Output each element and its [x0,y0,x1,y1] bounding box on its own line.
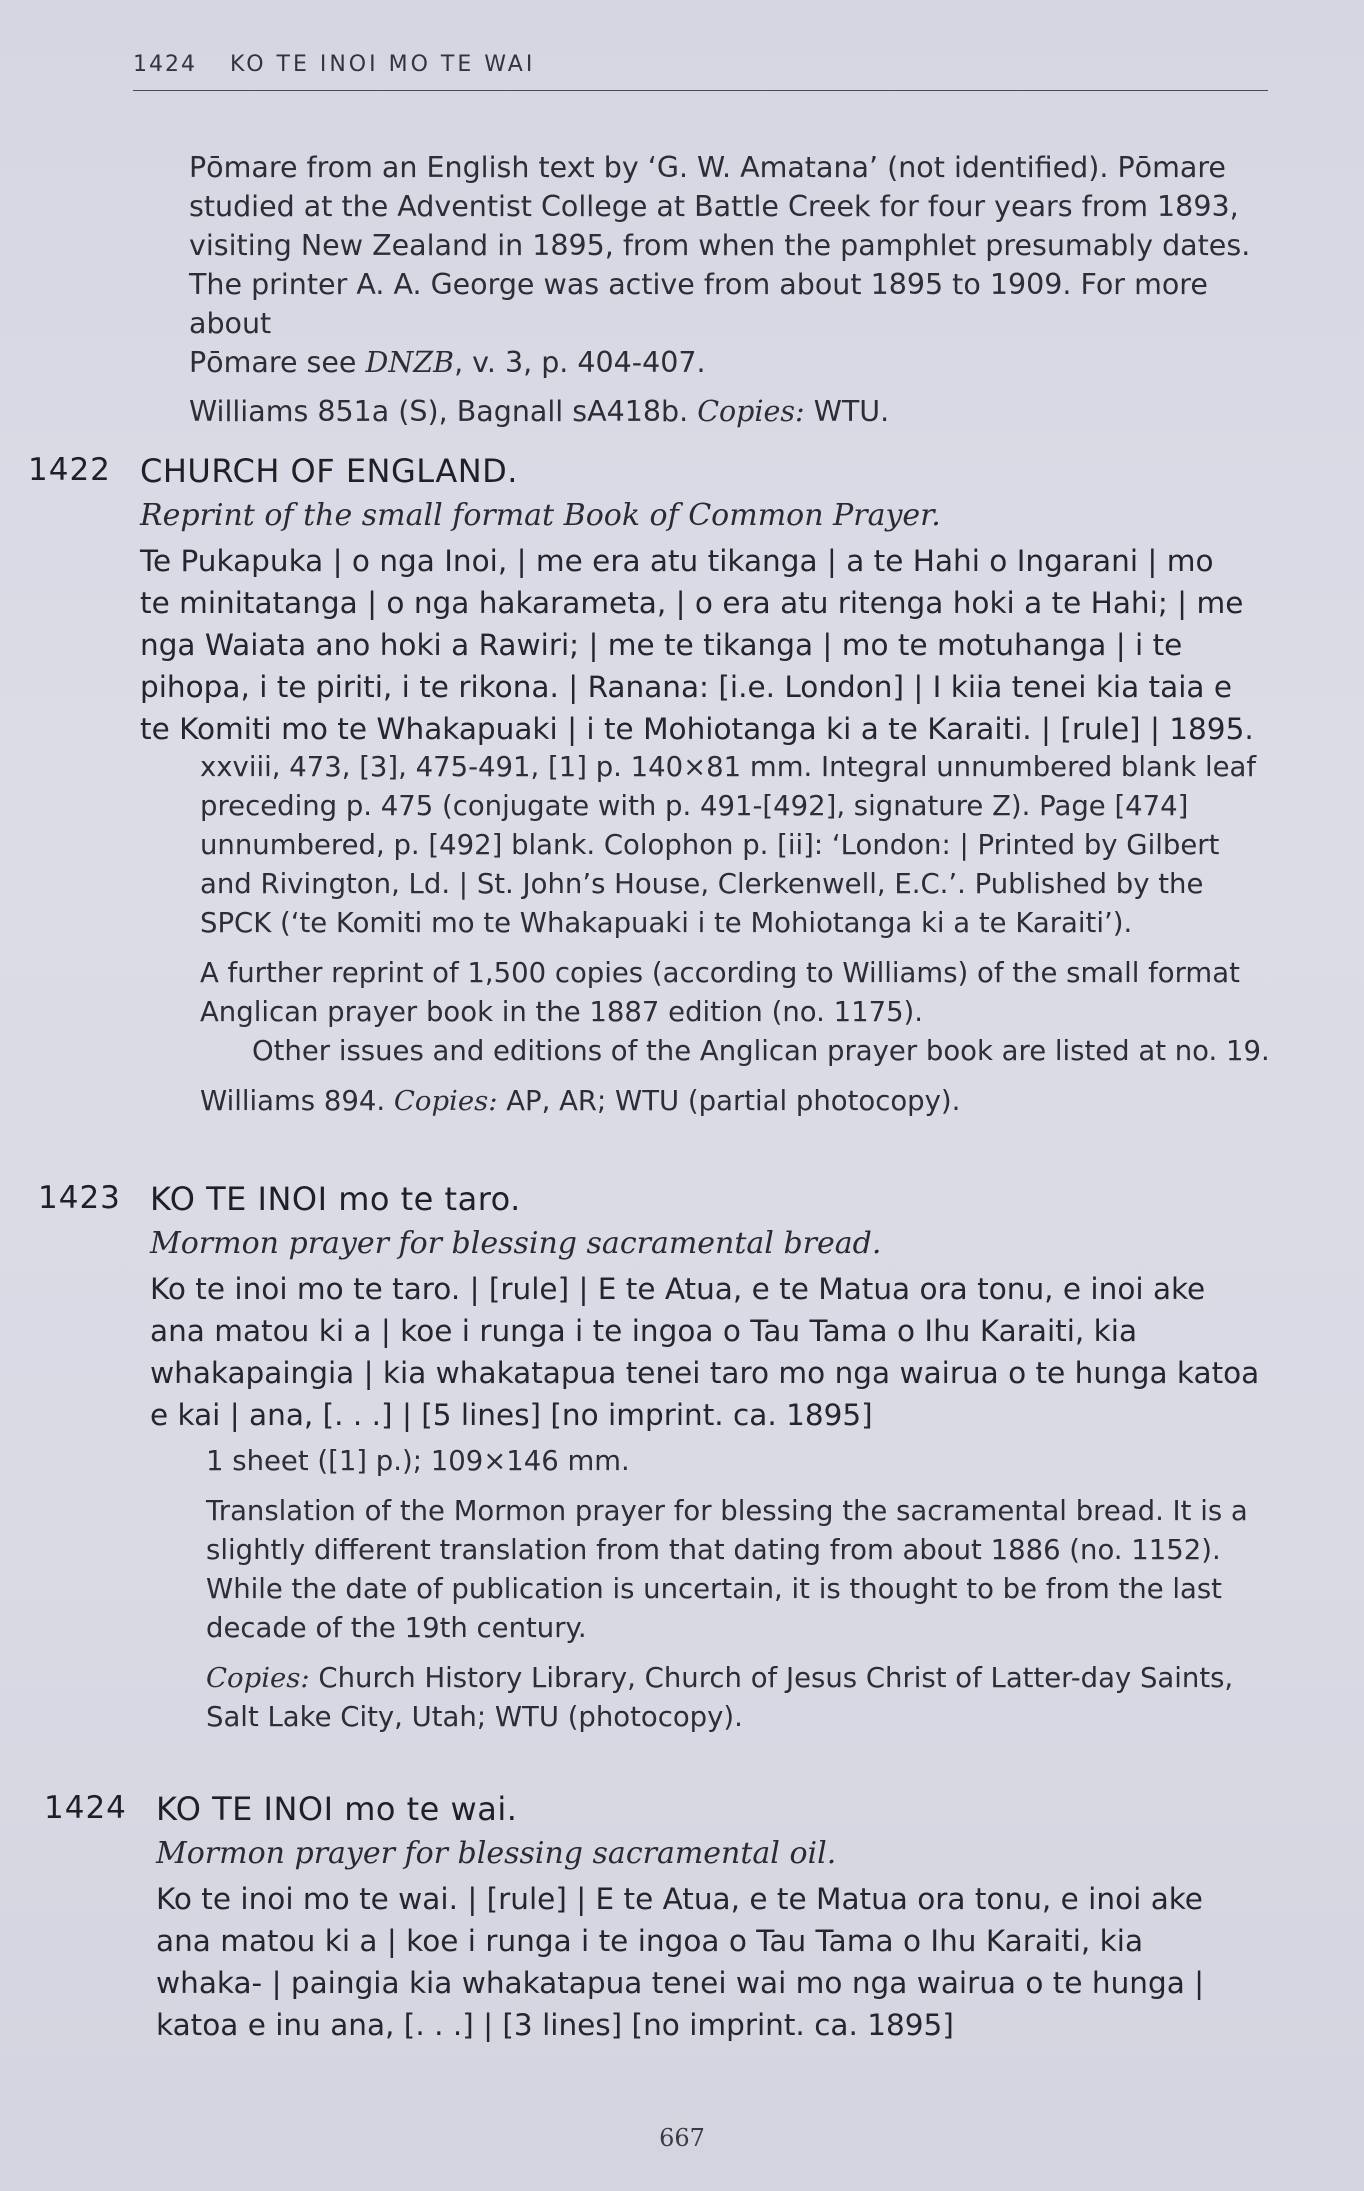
text-line: Translation of the Mormon prayer for blessing the sacramental bread. It is a [206,1495,1248,1527]
copies-line: Copies: Church History Library, Church of Jesus Christ of Latter-day Saints, [206,1662,1234,1694]
text-line: te minitatanga | o nga hakarameta, | o era atu ritenga hoki a te Hahi; | me [140,586,1244,620]
entry-description: Mormon prayer for blessing sacramental oil. [156,1836,837,1871]
entry-notes [200,748,1300,1121]
text-line: xxviii, 473, [3], 475-491, [1] p. 140×81 mm. Integral unnumbered blank leaf [200,751,1257,783]
entry-notes [206,1442,1316,1737]
previous-entry-continuation [189,148,1269,431]
text-line: decade of the 19th century. [206,1612,587,1644]
text-line: Anglican prayer book in the 1887 edition (no. 1175). [200,996,924,1028]
text-line: e kai | ana, [. . .] | [5 lines] [no imprint. ca. 1895] [150,1398,873,1432]
text-line: The printer A. A. George was active from about 1895 to 1909. For more about [189,268,1208,340]
entry-title-page-transcription [150,1268,1310,1436]
entry-description: Reprint of the small format Book of Common Prayer. [140,498,941,533]
text-line: and Rivington, Ld. | St. John’s House, Clerkenwell, E.C.’. Published by the [200,868,1204,900]
entry-heading: KO TE INOI mo te taro. [150,1180,521,1218]
running-head [133,52,1268,91]
text-line: Pōmare from an English text by ‘G. W. Amatana’ (not identified). Pōmare [189,151,1226,184]
text-line: Pōmare see DNZB, v. 3, p. 404-407. [189,346,706,379]
text-line: Ko te inoi mo te wai. | [rule] | E te Atua, e te Matua ora tonu, e inoi ake [156,1882,1203,1916]
text-line: Ko te inoi mo te taro. | [rule] | E te Atua, e te Matua ora tonu, e inoi ake [150,1272,1206,1306]
entry-heading: KO TE INOI mo te wai. [156,1790,518,1828]
text-line: whakapaingia | kia whakatapua tenei taro mo nga wairua o te hunga katoa [150,1356,1260,1390]
collation-line: 1 sheet ([1] p.); 109×146 mm. [206,1445,630,1477]
text-line: slightly different translation from that dating from about 1886 (no. 1152). [206,1534,1221,1566]
entry-number: 1422 [28,452,111,488]
text-line: unnumbered, p. [492] blank. Colophon p. [ii]: ‘London: | Printed by Gilbert [200,829,1220,861]
entry-number: 1423 [38,1180,121,1216]
entry-heading: CHURCH OF ENGLAND. [140,452,518,490]
text-line: te Komiti mo te Whakapuaki | i te Mohiotanga ki a te Karaiti. | [rule] | 1895. [140,712,1254,746]
folio-page-number: 667 [659,2124,705,2152]
entry-1422 [28,452,1268,1132]
reference-line: Williams 894. Copies: AP, AR; WTU (partial photocopy). [200,1085,961,1117]
entry-1423 [38,1180,1278,1740]
reference-line: Williams 851a (S), Bagnall sA418b. Copies: WTU. [189,395,890,428]
text-line: ana matou ki a | koe i runga i te ingoa o Tau Tama o Ihu Karaiti, kia [156,1924,1144,1958]
entry-description: Mormon prayer for blessing sacramental bread. [150,1226,882,1261]
running-head-page-number: 1424 [133,52,197,77]
entry-title-page-transcription [156,1878,1316,2046]
text-line: pihopa, i te piriti, i te rikona. | Ranana: [i.e. London] | I kiia tenei kia taia e [140,670,1233,704]
entry-title-page-transcription [140,540,1300,750]
text-line: preceding p. 475 (conjugate with p. 491-[492], signature Z). Page [474] [200,790,1189,822]
text-line: SPCK (‘te Komiti mo te Whakapuaki i te Mohiotanga ki a te Karaiti’). [200,907,1133,939]
text-line: visiting New Zealand in 1895, from when the pamphlet presumably dates. [189,229,1251,262]
entry-1424 [44,1790,1284,2050]
entry-number: 1424 [44,1790,127,1826]
text-line: Te Pukapuka | o nga Inoi, | me era atu tikanga | a te Hahi o Ingarani | mo [140,544,1214,578]
text-line: While the date of publication is uncertain, it is thought to be from the last [206,1573,1222,1605]
running-head-title: KO TE INOI MO TE WAI [230,52,536,77]
copies-line: Salt Lake City, Utah; WTU (photocopy). [206,1701,743,1733]
text-line: A further reprint of 1,500 copies (according to Williams) of the small format [200,957,1240,989]
text-line: ana matou ki a | koe i runga i te ingoa o Tau Tama o Ihu Karaiti, kia [150,1314,1138,1348]
text-line: studied at the Adventist College at Battle Creek for four years from 1893, [189,190,1239,223]
text-line: katoa e inu ana, [. . .] | [3 lines] [no imprint. ca. 1895] [156,2008,954,2042]
text-line: nga Waiata ano hoki a Rawiri; | me te tikanga | mo te motuhanga | i te [140,628,1183,662]
text-line: whaka- | paingia kia whakatapua tenei wai mo nga wairua o te hunga | [156,1966,1205,2000]
text-line: Other issues and editions of the Anglican prayer book are listed at no. 19. [252,1035,1270,1067]
